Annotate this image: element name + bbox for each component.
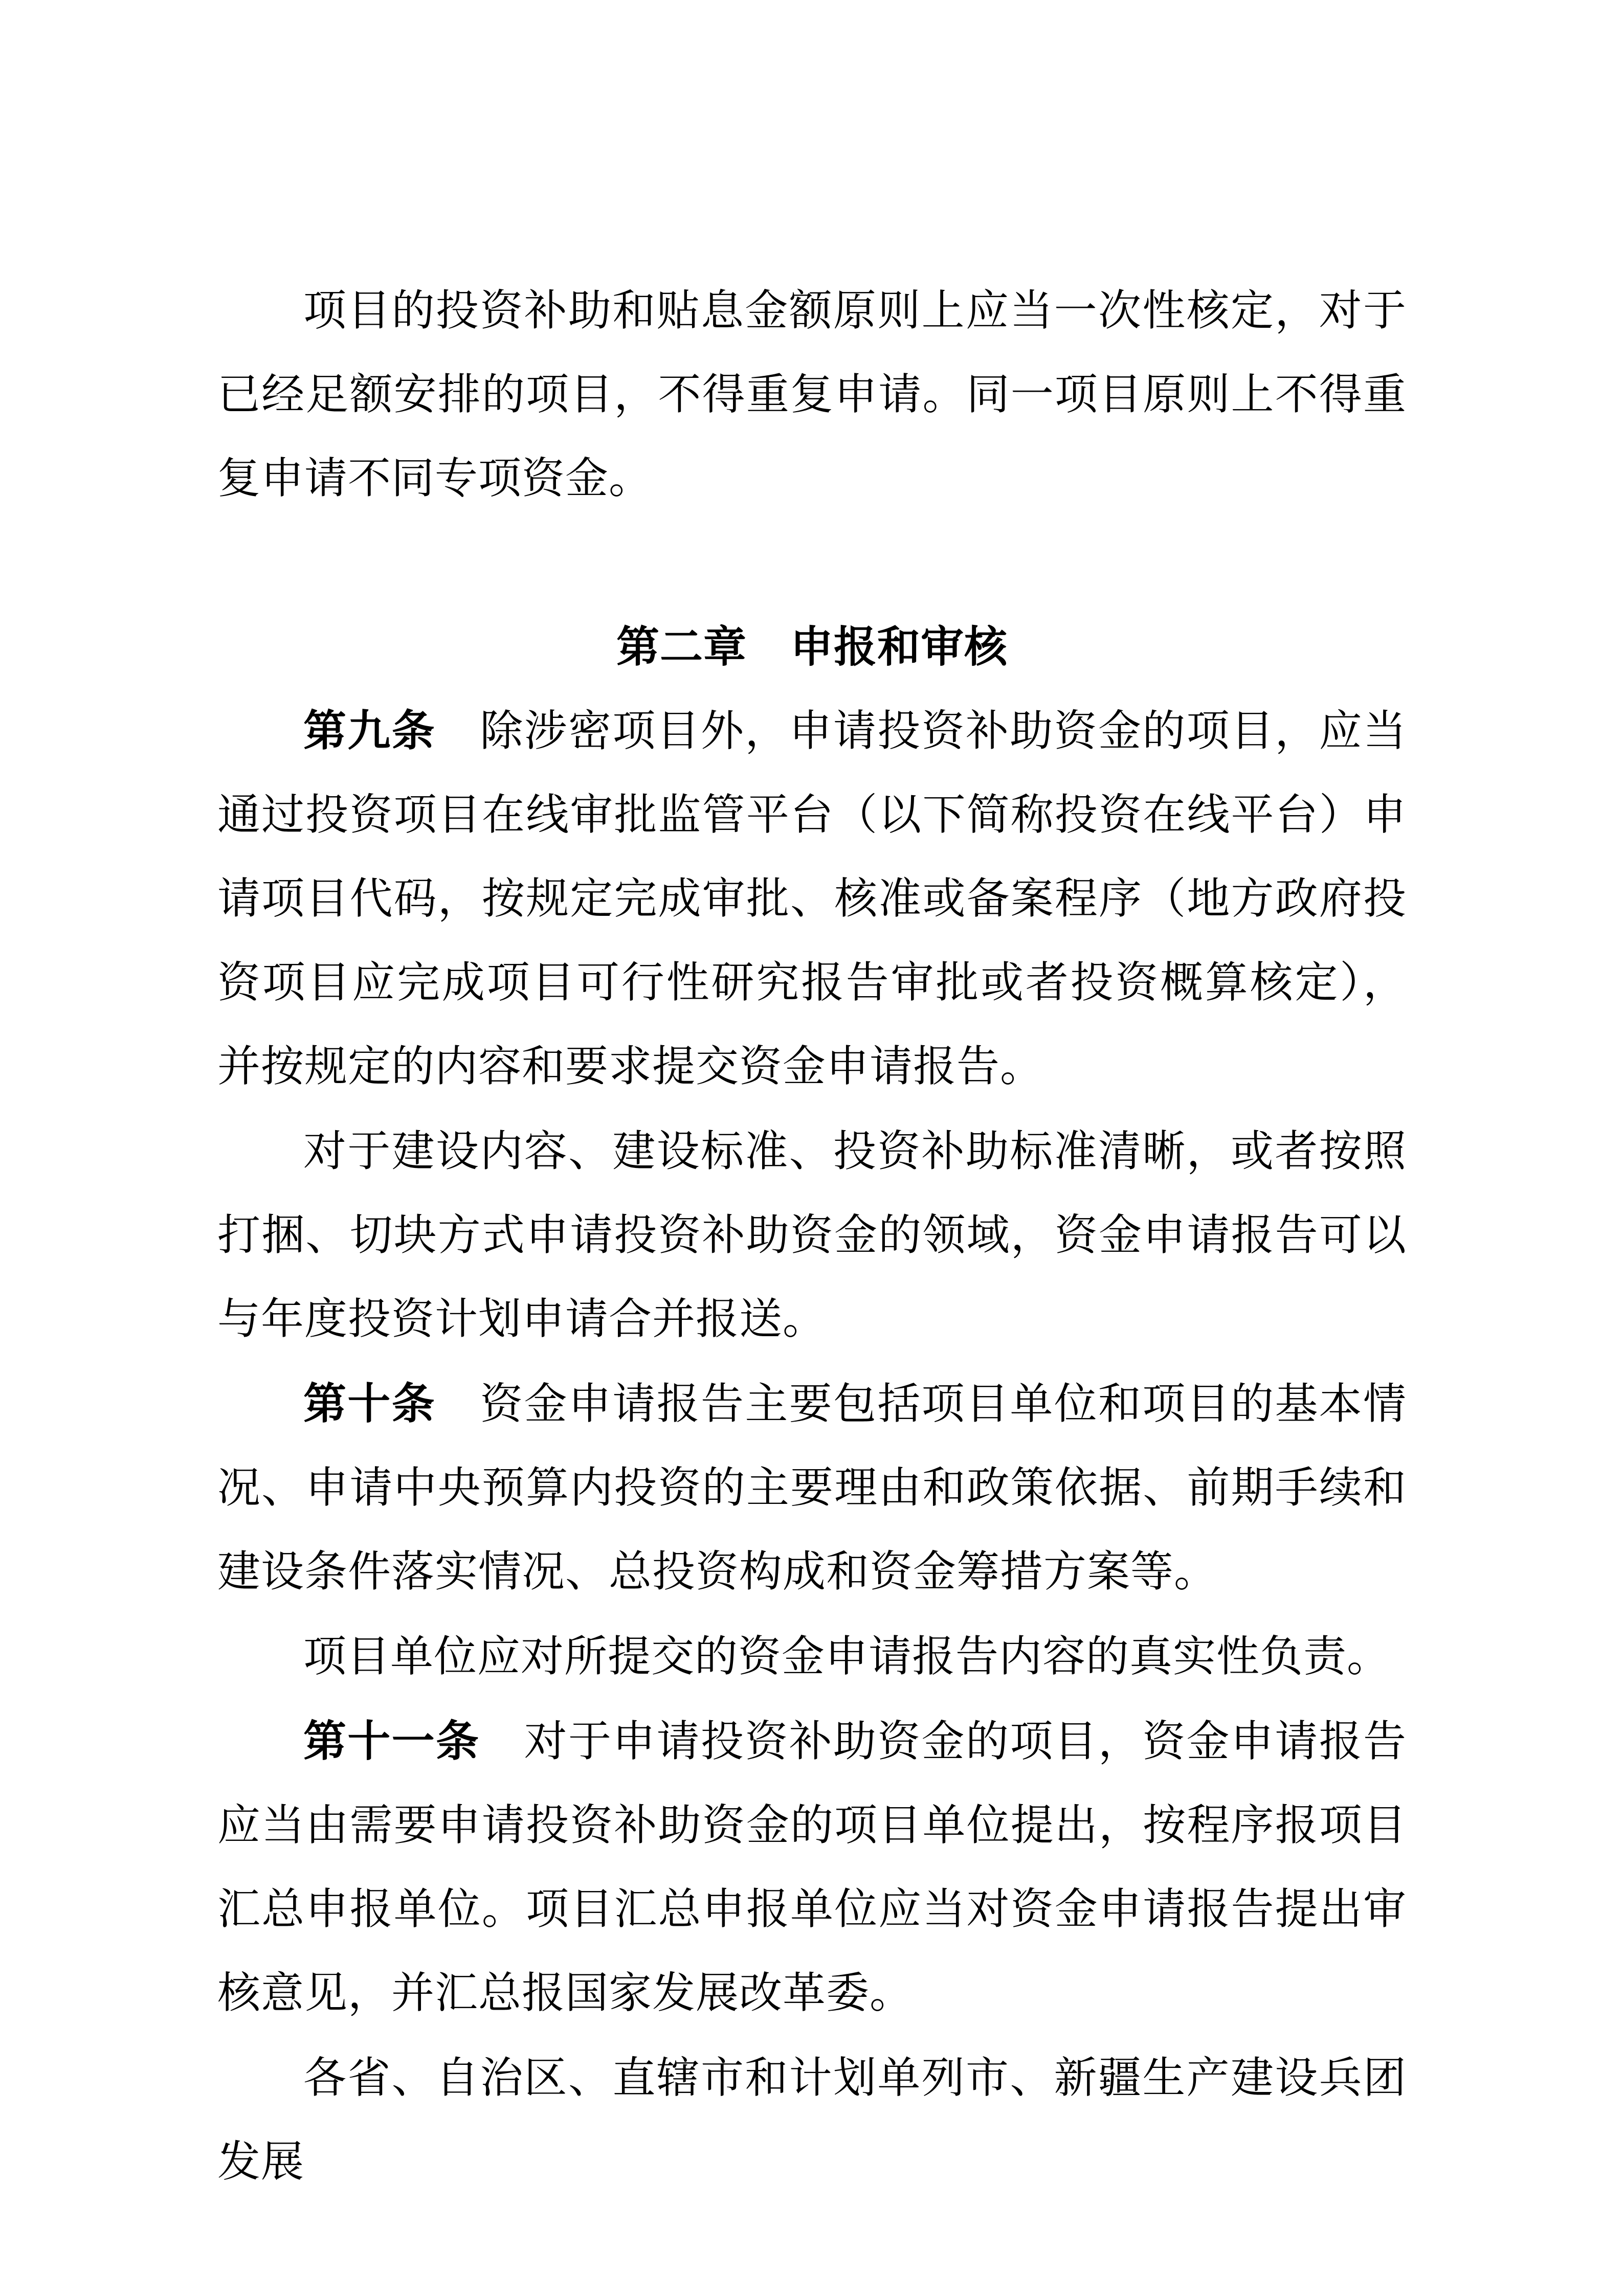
paragraph-text: 资金申请报告主要包括项目单位和项目的基本情况、申请中央预算内投资的主要理由和政策依据、前期手续和建设条件落实情况、总投资构成和资金筹措方案等。: [217, 1381, 1407, 1596]
paragraph: [217, 1362, 1407, 1614]
paragraph-text: 各省、自治区、直辖市和计划单列市、新疆生产建设兵团发展: [217, 2055, 1407, 2186]
paragraph: [217, 1614, 1407, 1699]
paragraph: [217, 1109, 1407, 1362]
paragraph-text: 除涉密项目外，申请投资补助资金的项目，应当通过投资项目在线审批监管平台（以下简称投资在线平台）申请项目代码，按规定完成审批、核准或备案程序（地方政府投资项目应完成项目可行性研究报告审批或者投资概算核定），并按规定的内容和要求提交资金申请报告。: [217, 708, 1407, 1091]
paragraph-text: 对于申请投资补助资金的项目，资金申请报告应当由需要申请投资补助资金的项目单位提出，按程序报项目汇总申报单位。项目汇总申报单位应当对资金申请报告提出审核意见，并汇总报国家发展改革委。: [217, 1718, 1407, 2017]
paragraph: [217, 1699, 1407, 2036]
paragraph-text: 项目单位应对所提交的资金申请报告内容的真实性负责。: [303, 1633, 1391, 1681]
article-number: 第九条: [303, 707, 480, 755]
paragraph: [217, 689, 1407, 1109]
paragraph-text: 对于建设内容、建设标准、投资补助标准清晰，或者按照打捆、切块方式申请投资补助资金的领域，资金申请报告可以与年度投资计划申请合并报送。: [217, 1128, 1407, 1343]
article-number: 第十条: [303, 1380, 480, 1428]
paragraph: [217, 268, 1407, 521]
paragraph-text: 项目的投资补助和贴息金额原则上应当一次性核定，对于已经足额安排的项目，不得重复申请。同一项目原则上不得重复申请不同专项资金。: [217, 287, 1407, 503]
chapter-heading: 第二章 申报和审核: [616, 623, 1008, 671]
article-number: 第十一条: [303, 1717, 524, 1765]
paragraph: [217, 2036, 1407, 2204]
